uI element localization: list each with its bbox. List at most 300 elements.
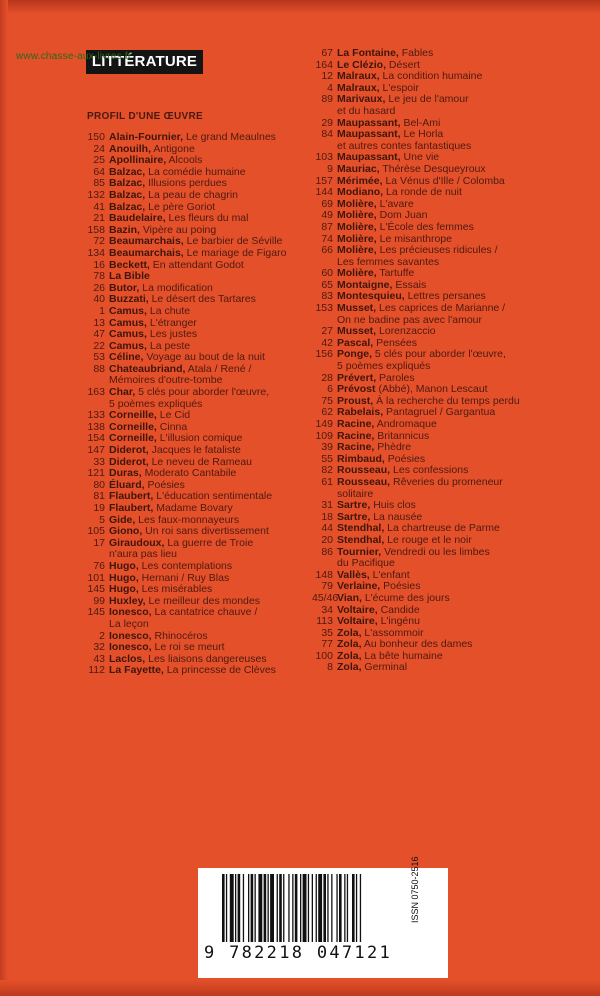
work-title: 5 clés pour aborder l'œuvre, [372, 348, 506, 361]
author-name: Camus, [109, 339, 147, 352]
barcode-bar [331, 874, 332, 942]
barcode-bar [312, 874, 313, 942]
author-name: Rousseau, [337, 475, 391, 488]
work-title: L'étranger [146, 316, 197, 329]
profile-number: 44 [321, 522, 333, 535]
author-name: Le Clézio, [337, 58, 387, 71]
work-title: Le neveu de Rameau [148, 455, 252, 468]
profile-number: 1 [99, 304, 105, 317]
barcode-bar [255, 874, 256, 942]
author-name: Bazin, [109, 223, 140, 236]
work-title: La bête humaine [361, 649, 443, 662]
profile-number: 28 [321, 371, 333, 384]
profile-number: 163 [87, 386, 105, 399]
work-title: Voyage au bout de la nuit [143, 351, 265, 364]
work-title: Hernani / Ruy Blas [138, 571, 230, 584]
barcode-bar [303, 874, 307, 942]
author-name: Giraudoux, [109, 536, 165, 549]
work-title: Alcools [166, 154, 203, 167]
work-title: Les contemplations [138, 559, 233, 572]
author-name: Balzac, [109, 188, 146, 201]
profile-number: 88 [93, 362, 105, 375]
author-name: Vian, [337, 591, 362, 604]
work-title: Les précieuses ridicules / [376, 244, 498, 257]
author-name: Balzac, [109, 200, 146, 213]
author-name: Alain-Fournier, [109, 131, 184, 143]
author-name: Apollinaire, [109, 154, 167, 167]
work-title: Le barbier de Séville [183, 235, 283, 248]
author-name: Char, [109, 386, 136, 399]
author-name: Rabelais, [337, 406, 384, 419]
work-title: 5 poèmes expliqués [109, 397, 203, 410]
profile-number: 45/46 [312, 591, 339, 604]
work-title: (Abbé), Manon Lescaut [375, 383, 488, 396]
profile-number: 74 [321, 232, 333, 245]
barcode-bar [360, 874, 361, 942]
profile-number: 9 [327, 162, 333, 175]
work-title: Pensées [373, 336, 417, 349]
work-title: Les liaisons dangereuses [145, 652, 267, 665]
isbn-number: 9 782218 047121 [204, 943, 393, 963]
barcode-bar [352, 874, 355, 942]
author-name: Hugo, [109, 559, 139, 572]
author-name: Balzac, [109, 165, 146, 178]
work-title: Le Cid [156, 409, 191, 422]
work-title: Les fleurs du mal [165, 212, 249, 225]
work-title: Essais [392, 278, 427, 291]
author-name: Racine, [337, 418, 375, 430]
author-name: Montesquieu, [337, 290, 405, 303]
profile-number: 112 [88, 664, 105, 677]
work-title: La nausée [370, 510, 423, 523]
barcode-bar [222, 874, 225, 942]
work-title: n'aura pas lieu [109, 548, 177, 561]
author-name: Molière, [337, 267, 377, 280]
work-title: Lettres persanes [404, 290, 486, 303]
series-subtitle: PROFIL D'UNE ŒUVRE [87, 111, 203, 122]
author-name: Beckett, [109, 258, 150, 271]
barcode-bar [243, 874, 244, 942]
work-title: Jacques le fataliste [148, 444, 241, 457]
profile-number: 27 [321, 325, 333, 338]
author-name: Voltaire, [337, 615, 378, 628]
barcode-bar [279, 874, 282, 942]
work-title: du Pacifique [337, 557, 395, 570]
profile-number: 148 [315, 568, 333, 581]
work-title: À la recherche du temps perdu [373, 394, 520, 407]
series-banner: LITTÉRATURE [86, 50, 203, 74]
work-title: Désert [386, 58, 420, 71]
barcode-bar [292, 874, 293, 942]
profile-number: 79 [321, 580, 333, 593]
profile-number: 77 [321, 638, 333, 651]
profile-number: 144 [315, 186, 333, 199]
author-name: Giono, [109, 525, 143, 538]
author-name: Éluard, [109, 478, 145, 491]
profile-number: 5 [99, 513, 105, 526]
barcode-bar [336, 874, 337, 942]
profile-number: 62 [321, 406, 333, 419]
profile-number: 34 [321, 603, 333, 616]
author-name: Pascal, [337, 336, 374, 349]
profile-number: 83 [321, 290, 333, 303]
work-title: L'illusion comique [156, 432, 243, 445]
profile-number: 43 [93, 652, 105, 665]
author-name: Beaumarchais, [109, 246, 184, 259]
author-name: Musset, [337, 325, 377, 338]
work-title: L'avare [376, 197, 414, 210]
profile-number: 35 [321, 626, 333, 639]
profile-number: 109 [315, 429, 333, 442]
author-name: Sartre, [337, 499, 371, 512]
profile-number: 66 [321, 244, 333, 257]
watermark-url: www.chasse-aux-livres.fr [16, 51, 132, 62]
author-name: Maupassant, [337, 116, 401, 129]
work-title: 5 poèmes expliqués [337, 360, 431, 373]
author-name: Camus, [109, 328, 147, 341]
profile-number: 21 [93, 212, 105, 225]
profile-number: 78 [93, 270, 105, 283]
author-name: La Bible [109, 270, 150, 283]
work-title: Le jeu de l'amour [385, 93, 469, 106]
author-name: Zola, [337, 649, 362, 662]
profile-number: 145 [87, 583, 105, 596]
work-title: L'enfant [369, 568, 410, 581]
author-name: Rousseau, [337, 464, 391, 477]
author-name: Proust, [337, 394, 374, 407]
work-title: Le roi se meurt [151, 641, 225, 654]
author-name: Corneille, [109, 420, 157, 433]
profile-number: 145 [87, 606, 105, 619]
author-name: Buzzati, [109, 293, 149, 306]
work-title: Vipère au poing [139, 223, 217, 236]
barcode-bar [283, 874, 284, 942]
author-name: Corneille, [109, 409, 157, 422]
barcode-bar [356, 874, 357, 942]
author-name: Sartre, [337, 510, 371, 523]
author-name: Ionesco, [109, 629, 152, 642]
profile-number: 132 [87, 188, 105, 201]
profile-number: 138 [87, 420, 105, 433]
profile-number: 40 [93, 293, 105, 306]
author-name: Mauriac, [337, 162, 380, 175]
profile-number: 69 [321, 197, 333, 210]
profile-number: 41 [93, 200, 105, 213]
profile-number: 26 [93, 281, 105, 294]
profile-number: 8 [327, 661, 333, 674]
profile-number: 150 [87, 131, 105, 143]
author-name: Beaumarchais, [109, 235, 184, 248]
barcode-bar [226, 874, 227, 942]
work-title: Illusions perdues [145, 177, 227, 190]
work-title: L'éducation sentimentale [153, 490, 273, 503]
work-title: La guerre de Troie [164, 536, 254, 549]
profile-number: 156 [315, 348, 333, 361]
author-name: Molière, [337, 197, 377, 210]
profile-number: 2 [99, 629, 105, 642]
work-title: Les caprices de Marianne / [376, 302, 506, 315]
list-item [312, 662, 537, 674]
work-title: Les confessions [390, 464, 469, 477]
author-name: Molière, [337, 232, 377, 245]
profile-number: 39 [321, 441, 333, 454]
profile-number: 25 [93, 154, 105, 167]
profile-number: 18 [321, 510, 333, 523]
barcode-bar [339, 874, 342, 942]
cover-bottom-edge [0, 980, 600, 996]
profile-number: 47 [93, 328, 105, 341]
work-title: La peau de chagrin [145, 188, 239, 201]
barcode-bar [270, 874, 274, 942]
barcode-bar [268, 874, 269, 942]
author-name: Gide, [109, 513, 136, 526]
profile-number: 76 [93, 559, 105, 572]
work-title: La chute [146, 304, 191, 317]
author-name: Verlaine, [337, 580, 381, 593]
author-name: Céline, [109, 351, 144, 364]
barcode-bar [344, 874, 345, 942]
profile-number: 86 [321, 545, 333, 558]
author-name: Vallès, [337, 568, 370, 581]
author-name: Butor, [109, 281, 140, 294]
barcode-bar [318, 874, 322, 942]
author-name: Camus, [109, 304, 147, 317]
work-title: Phèdre [374, 441, 412, 454]
profile-number: 60 [321, 267, 333, 280]
profile-number: 67 [321, 47, 333, 59]
author-name: Ionesco, [109, 641, 152, 654]
author-name: Malraux, [337, 70, 380, 83]
author-name: Maupassant, [337, 128, 401, 141]
author-name: Zola, [337, 638, 362, 651]
profile-number: 99 [93, 594, 105, 607]
barcode-bar [327, 874, 328, 942]
profile-number: 22 [93, 339, 105, 352]
profile-number: 81 [93, 490, 105, 503]
profile-number: 33 [93, 455, 105, 468]
list-item [84, 665, 309, 677]
author-name: Flaubert, [109, 502, 154, 514]
work-title: Paroles [376, 371, 415, 384]
barcode-bar [347, 874, 348, 942]
profile-number: 154 [87, 432, 105, 445]
profile-number: 105 [87, 525, 105, 538]
author-name: Racine, [337, 441, 375, 454]
issn-number: ISSN 0750-2516 [410, 856, 420, 923]
work-title: Pantagruel / Gargantua [383, 406, 496, 419]
work-title: 5 clés pour aborder l'œuvre, [135, 386, 270, 399]
profile-number: 16 [93, 258, 105, 271]
work-title: Moderato Cantabile [141, 467, 237, 480]
work-title: L'assommoir [361, 626, 424, 639]
work-title: L'ingénu [377, 615, 420, 628]
work-title: Le grand Meaulnes [183, 131, 276, 143]
work-title: Tartuffe [376, 267, 415, 280]
work-title: Andromaque [374, 418, 437, 430]
profile-number: 75 [321, 394, 333, 407]
work-title: Au bonheur des dames [361, 638, 473, 651]
profile-number: 89 [321, 93, 333, 106]
work-title: Le mariage de Figaro [183, 246, 287, 259]
author-name: Stendhal, [337, 533, 385, 546]
barcode-bar [308, 874, 309, 942]
work-title: La leçon [109, 617, 149, 630]
work-title: Le désert des Tartares [148, 293, 256, 306]
work-title: Britannicus [374, 429, 430, 442]
work-title: Dom Juan [376, 209, 428, 222]
barcode-bar [316, 874, 317, 942]
author-name: Stendhal, [337, 522, 385, 535]
work-title: Poésies [380, 580, 421, 593]
profile-number: 82 [321, 464, 333, 477]
barcode-bar [323, 874, 326, 942]
cover-left-edge [0, 0, 8, 996]
author-name: La Fontaine, [337, 47, 399, 59]
work-title: Germinal [361, 661, 408, 674]
profile-number: 29 [321, 116, 333, 129]
profile-number: 42 [321, 336, 333, 349]
work-title: Le rouge et le noir [384, 533, 472, 546]
barcode-bar [238, 874, 241, 942]
work-title: La modification [139, 281, 213, 294]
author-name: Hugo, [109, 583, 139, 596]
profile-number: 147 [87, 444, 105, 457]
author-name: Marivaux, [337, 93, 386, 106]
profile-number: 164 [315, 58, 333, 71]
work-title: Un roi sans divertissement [142, 525, 269, 538]
work-title: Rêveries du promeneur solitaire [337, 475, 503, 500]
author-name: Montaigne, [337, 278, 393, 291]
barcode-bar [277, 874, 278, 942]
profile-number: 20 [321, 533, 333, 546]
profile-number: 53 [93, 351, 105, 364]
profile-number: 4 [327, 81, 333, 94]
barcode-image [222, 874, 406, 942]
work-title: La peste [146, 339, 191, 352]
author-name: Zola, [337, 661, 362, 674]
profile-number: 134 [87, 246, 105, 259]
author-name: Maupassant, [337, 151, 401, 164]
work-title: Bel-Ami [400, 116, 441, 129]
author-name: Corneille, [109, 432, 157, 445]
work-title: Poésies [384, 452, 426, 465]
author-name: Voltaire, [337, 603, 378, 616]
author-name: La Fayette, [109, 664, 164, 677]
work-title: L'écume des jours [361, 591, 450, 604]
profile-number: 101 [87, 571, 105, 584]
work-title: En attendant Godot [149, 258, 244, 271]
work-title: Poésies [144, 478, 185, 491]
author-name: Balzac, [109, 177, 146, 190]
profile-number: 153 [315, 302, 333, 315]
profile-number: 133 [87, 409, 105, 422]
profile-number: 12 [321, 70, 333, 83]
profile-number: 85 [93, 177, 105, 190]
list-item [312, 477, 537, 500]
work-title: L'École des femmes [376, 220, 474, 233]
work-title: Le Horla [400, 128, 444, 141]
barcode-bar [300, 874, 301, 942]
work-title: Le père Goriot [145, 200, 216, 213]
profile-number: 149 [315, 418, 333, 430]
work-title: Thérèse Desqueyroux [379, 162, 486, 175]
work-title: La condition humaine [379, 70, 483, 83]
profile-number: 65 [321, 278, 333, 291]
author-name: Prévost [337, 383, 376, 396]
profile-number: 49 [321, 209, 333, 222]
profile-number: 80 [93, 478, 105, 491]
work-title: Fables [398, 47, 434, 59]
author-name: Huxley, [109, 594, 146, 607]
work-title: La comédie humaine [145, 165, 246, 178]
work-title: La cantatrice chauve / [151, 606, 258, 619]
profile-number: 17 [93, 536, 105, 549]
work-title: L'espoir [379, 81, 419, 94]
work-title: Cinna [156, 420, 188, 433]
work-title: Huis clos [370, 499, 416, 512]
profile-number: 121 [87, 467, 105, 480]
author-name: Zola, [337, 626, 362, 639]
barcode-bar [288, 874, 289, 942]
work-title: Les femmes savantes [337, 255, 440, 268]
profile-number: 157 [315, 174, 333, 187]
author-name: Chateaubriand, [109, 362, 186, 375]
profile-number: 103 [315, 151, 333, 164]
profile-number: 19 [93, 502, 105, 514]
work-title: La princesse de Clèves [163, 664, 276, 677]
profile-number: 64 [93, 165, 105, 178]
work-title: Madame Bovary [153, 502, 233, 514]
author-name: Diderot, [109, 455, 149, 468]
barcode-bar [235, 874, 236, 942]
work-title: La chartreuse de Parme [384, 522, 500, 535]
author-name: Mérimée, [337, 174, 383, 187]
work-title: et du hasard [337, 104, 396, 117]
work-title: Le misanthrope [376, 232, 452, 245]
work-title: Le meilleur des mondes [145, 594, 260, 607]
work-title: Antigone [151, 142, 195, 155]
author-name: Duras, [109, 467, 142, 480]
author-name: Molière, [337, 209, 377, 222]
barcode-bar [258, 874, 262, 942]
author-name: Anouilh, [109, 142, 151, 155]
work-title: Une vie [400, 151, 440, 164]
barcode-bar [248, 874, 249, 942]
work-title: Lorenzaccio [376, 325, 436, 338]
profile-number: 6 [327, 383, 333, 396]
profile-number: 158 [87, 223, 105, 236]
author-name: Camus, [109, 316, 147, 329]
author-name: Modiano, [337, 186, 384, 199]
profile-number: 72 [93, 235, 105, 248]
author-name: Laclos, [109, 652, 146, 665]
author-name: Ponge, [337, 348, 373, 361]
author-name: Ionesco, [109, 606, 152, 619]
profile-number: 32 [93, 641, 105, 654]
titles-list-right [312, 48, 537, 674]
work-title: Mémoires d'outre-tombe [109, 374, 223, 387]
profile-number: 13 [93, 316, 105, 329]
profile-number: 24 [93, 142, 105, 155]
author-name: Hugo, [109, 571, 139, 584]
work-title: Rhinocéros [151, 629, 208, 642]
author-name: Malraux, [337, 81, 380, 94]
barcode-bar [264, 874, 267, 942]
work-title: La Vénus d'Ille / Colomba [382, 174, 505, 187]
barcode-bar [230, 874, 234, 942]
profile-number: 84 [321, 128, 333, 141]
work-title: Atala / René / [185, 362, 252, 375]
